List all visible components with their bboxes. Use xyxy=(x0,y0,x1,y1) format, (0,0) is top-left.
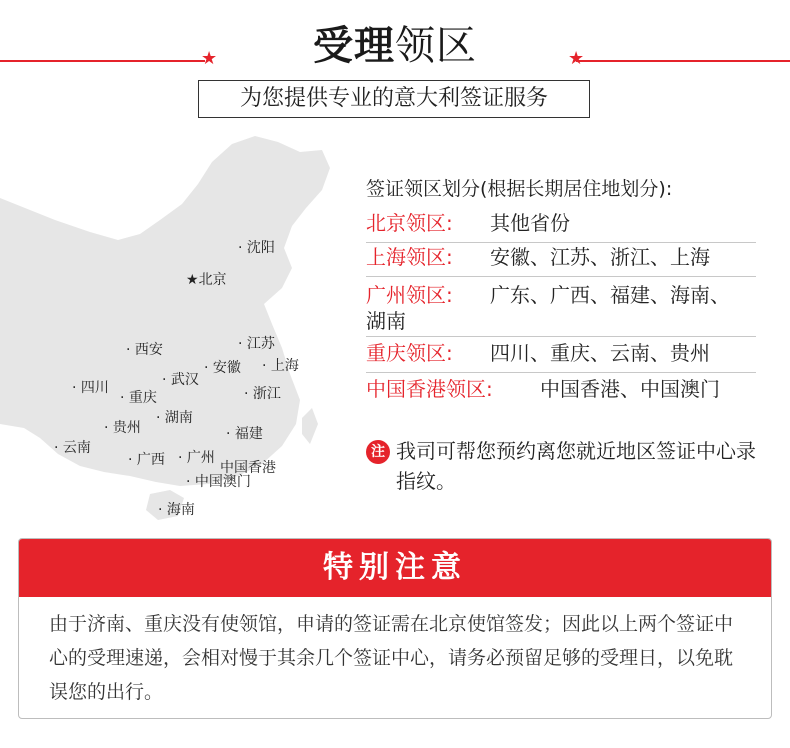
page-title-bold: 受理 xyxy=(313,23,395,69)
map-city-label: · 重庆 xyxy=(120,390,157,406)
star-icon-right: ★ xyxy=(568,48,585,69)
jurisdiction-row-hongkong xyxy=(366,376,756,408)
special-notice-panel xyxy=(18,538,772,719)
jurisdiction-row-chongqing xyxy=(366,340,756,373)
map-city-label: · 四川 xyxy=(72,380,109,396)
map-city-label: · 福建 xyxy=(226,426,263,442)
taiwan-island-shape xyxy=(302,408,318,444)
jurisdiction-row-beijing xyxy=(366,210,756,243)
jurisdiction-value-continued: 湖南 xyxy=(366,309,406,333)
jurisdiction-title: 签证领区划分(根据长期居住地划分): xyxy=(366,178,673,200)
jurisdiction-value: 广东、广西、福建、海南、 xyxy=(490,283,730,307)
map-city-label: · 浙江 xyxy=(244,386,281,402)
note-text: 我司可帮您预约离您就近地区签证中心录指纹。 xyxy=(396,439,756,493)
page-title-rest: 领区 xyxy=(395,23,477,69)
map-city-label: · 广州 xyxy=(178,450,215,466)
jurisdiction-value: 安徽、江苏、浙江、上海 xyxy=(490,245,710,269)
jurisdiction-row-shanghai xyxy=(366,244,756,277)
map-city-label: · 海南 xyxy=(158,502,195,518)
jurisdiction-key: 北京领区: xyxy=(366,211,453,235)
special-notice-body: 由于济南、重庆没有使领馆，申请的签证需在北京使馆签发；因此以上两个签证中心的受理速递，会相对慢于其余几个签证中心，请务必预留足够的受理日，以免耽误您的出行。 xyxy=(49,613,734,703)
map-city-label: · 武汉 xyxy=(162,372,199,388)
map-city-label: · 西安 xyxy=(126,342,163,358)
jurisdiction-value: 四川、重庆、云南、贵州 xyxy=(490,341,710,365)
jurisdiction-row-guangzhou xyxy=(366,282,756,337)
title-divider-right xyxy=(576,60,790,62)
map-city-label: · 上海 xyxy=(262,358,299,374)
map-capital-label: ★北京 xyxy=(186,272,227,288)
china-map xyxy=(0,128,330,528)
subtitle: 为您提供专业的意大利签证服务 xyxy=(198,80,590,118)
jurisdiction-key: 广州领区: xyxy=(366,283,453,307)
china-mainland-shape xyxy=(0,136,330,486)
map-city-label: · 云南 xyxy=(54,440,91,456)
star-icon-left: ★ xyxy=(201,48,218,69)
jurisdiction-value: 中国香港、中国澳门 xyxy=(540,377,720,401)
jurisdiction-value: 其他省份 xyxy=(490,211,570,235)
title-divider-left xyxy=(0,60,205,62)
jurisdiction-key: 中国香港领区: xyxy=(366,377,493,401)
special-notice-title: 特别注意 xyxy=(19,539,771,597)
map-city-label: · 沈阳 xyxy=(238,240,275,256)
note-icon: 注 xyxy=(366,440,390,464)
map-city-label: · 贵州 xyxy=(104,420,141,436)
page-title xyxy=(0,20,790,72)
map-city-label: · 江苏 xyxy=(238,336,275,352)
map-city-label: · 湖南 xyxy=(156,410,193,426)
map-city-label: 中国香港 xyxy=(220,460,276,476)
jurisdiction-key: 重庆领区: xyxy=(366,341,453,365)
jurisdiction-key: 上海领区: xyxy=(366,245,453,269)
map-city-label: · 中国澳门 xyxy=(186,474,251,490)
china-map-shape xyxy=(0,128,330,528)
map-city-label: · 安徽 xyxy=(204,360,241,376)
map-city-label: · 广西 xyxy=(128,452,165,468)
